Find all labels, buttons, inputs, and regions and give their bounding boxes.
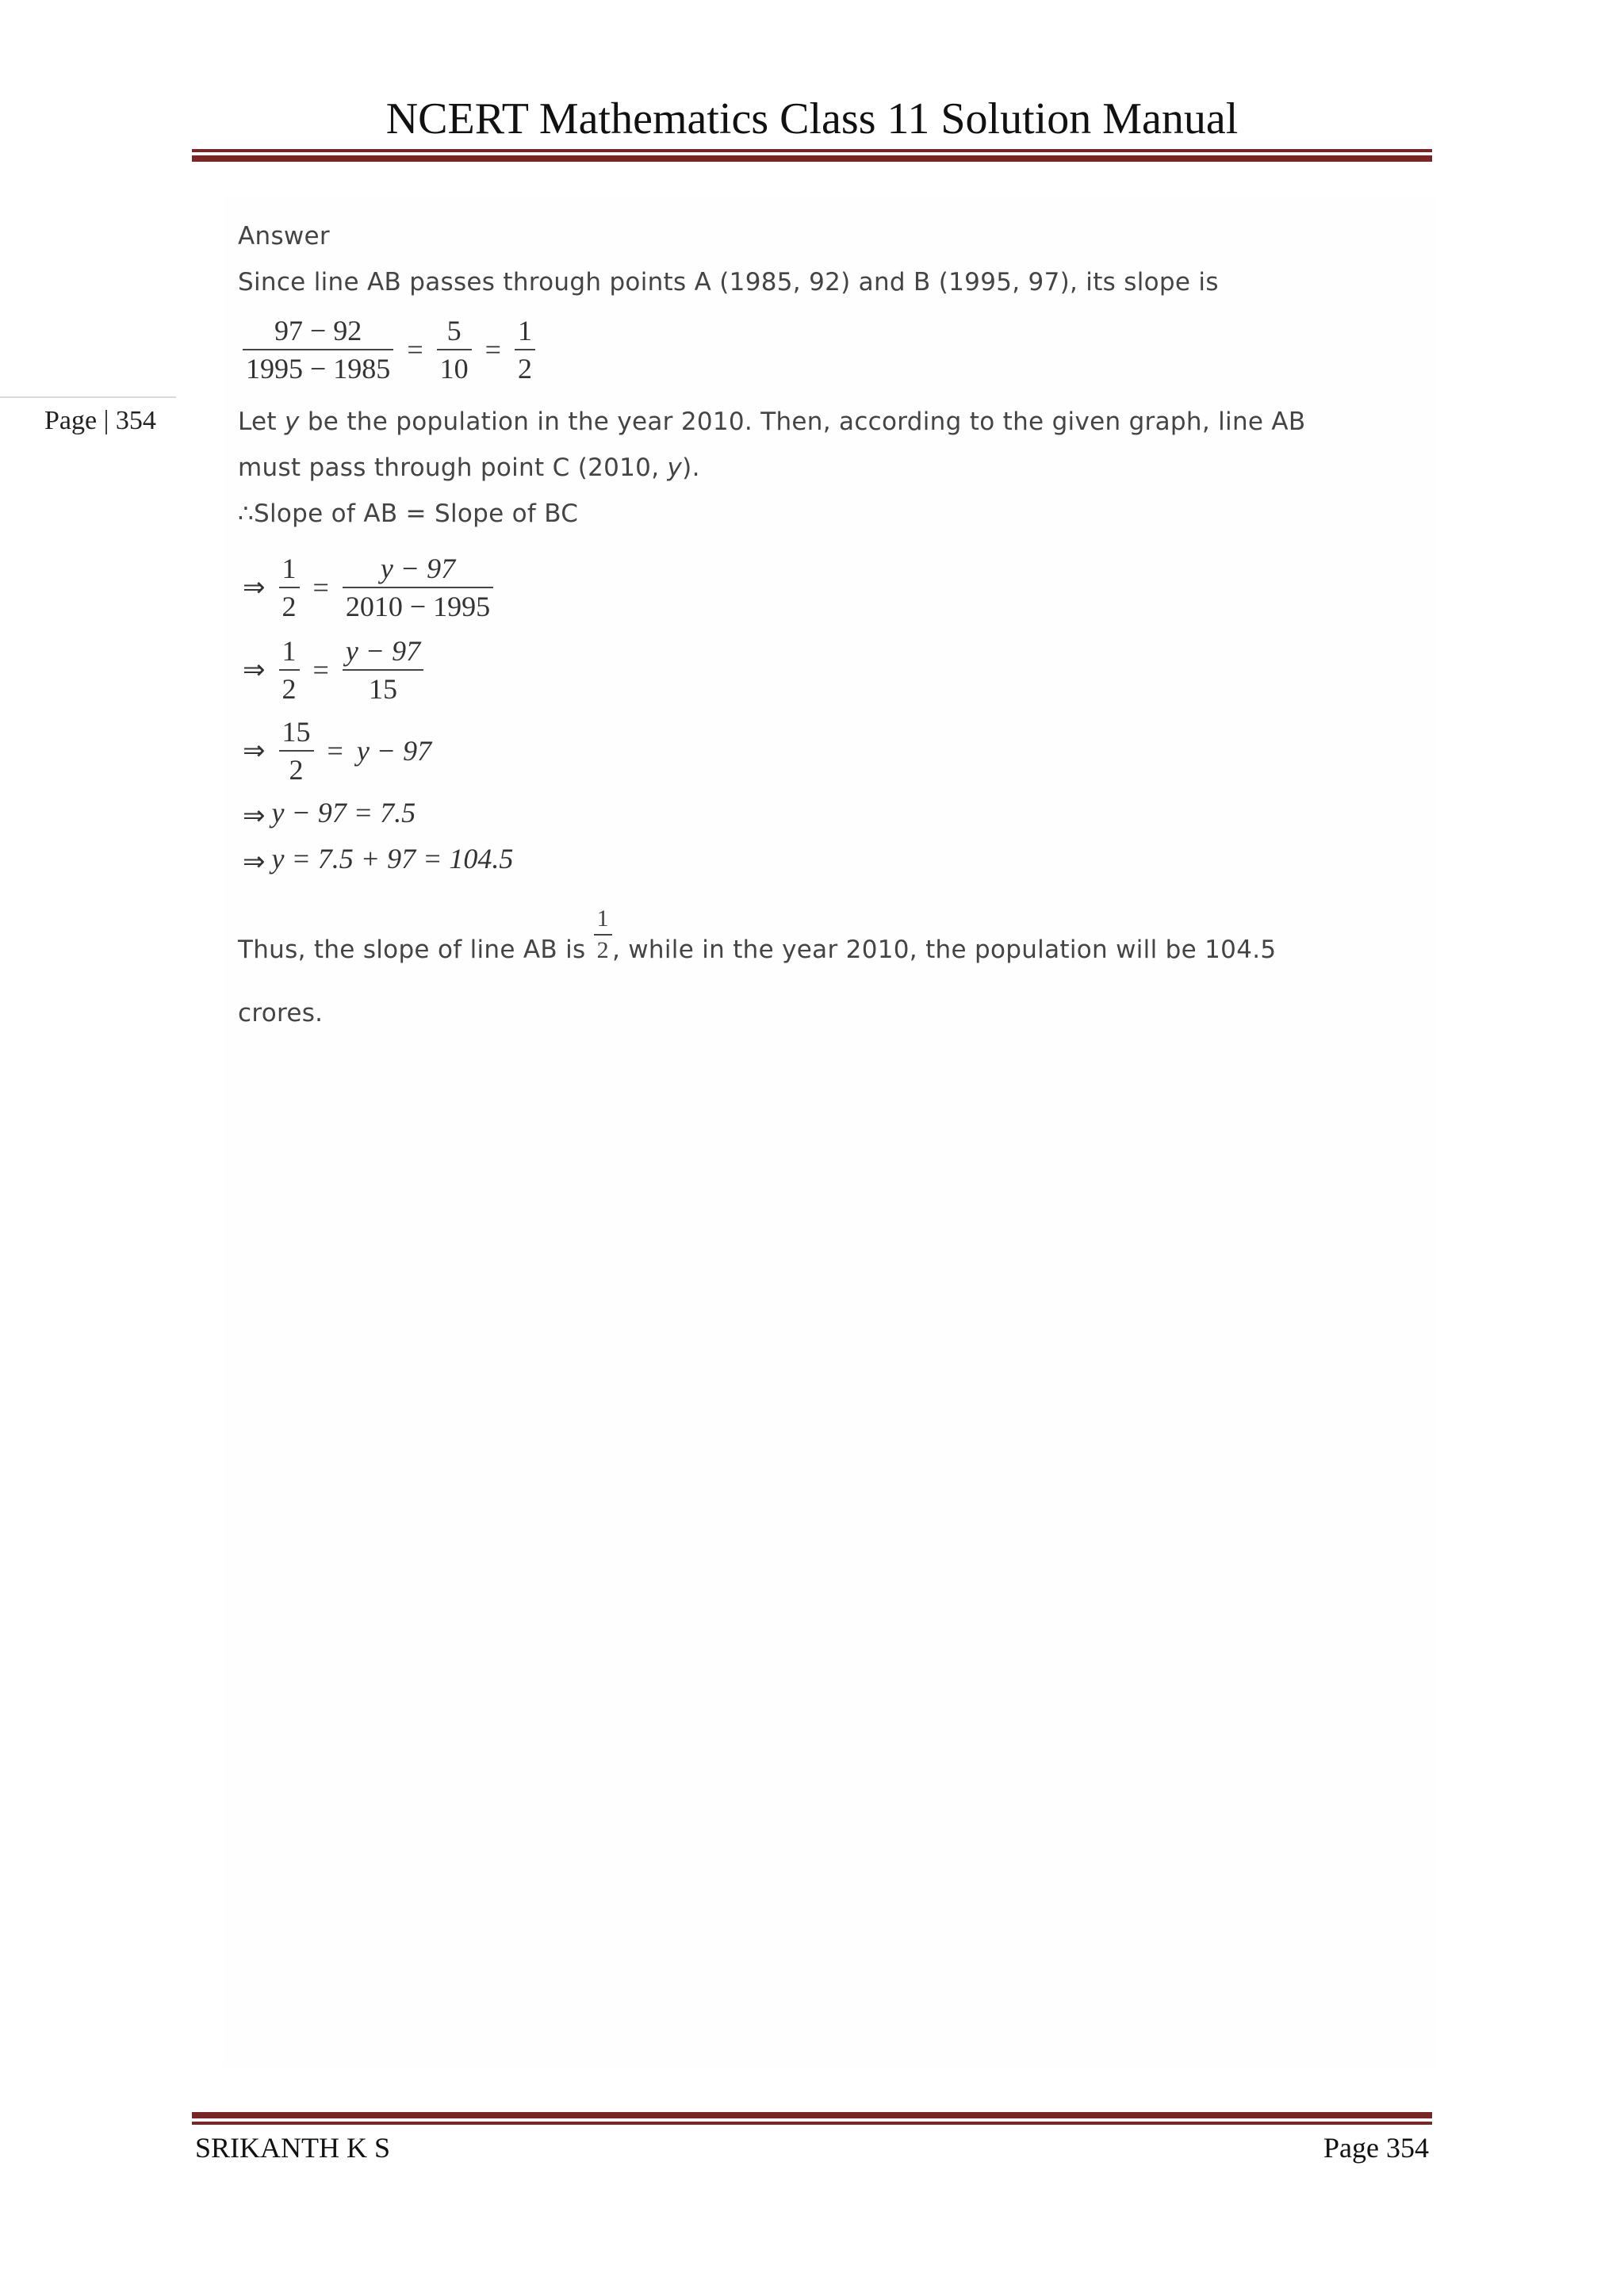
step-2: ⇒ $\frac{1}{2}$ = $\frac{y - 97}{15}$ bbox=[243, 634, 423, 706]
step-5: ⇒ y = 7.5 + 97 = 104.5 bbox=[243, 843, 514, 878]
step-1: ⇒ $\frac{1}{2}$ = $\frac{y - 97}{2010 - 1995}$ bbox=[243, 552, 493, 623]
footer-author: SRIKANTH K S bbox=[195, 2132, 391, 2164]
frac-den: 1995 − 1985 bbox=[246, 353, 391, 385]
step-3: ⇒ $\frac{15}{2}$ = y − 97 bbox=[243, 716, 432, 786]
footer-rule-thin bbox=[192, 2122, 1432, 2125]
side-divider bbox=[0, 396, 176, 398]
frac-num: 97 − 92 bbox=[243, 314, 393, 350]
frac-num: 5 bbox=[437, 314, 472, 350]
frac-den: 10 bbox=[439, 353, 469, 385]
footer-page-number: Page 354 bbox=[1323, 2132, 1429, 2164]
conclusion-line-1: Thus, the slope of line AB is $\frac{1}{2}$ , while in the year 2010, the population will be 104.5 bbox=[238, 905, 1277, 964]
step-4: ⇒ y − 97 = 7.5 bbox=[243, 797, 416, 832]
frac-num: 1 bbox=[515, 314, 535, 350]
slope-calculation: $\frac{97 - 92}{1995 - 1985}$ = $\frac{5}{10}$ = $\frac{1}{2}$ bbox=[243, 314, 535, 385]
header-rule-thick bbox=[192, 155, 1432, 162]
side-page-number: Page | 354 bbox=[44, 406, 156, 435]
conclusion-line-2: crores. bbox=[238, 999, 324, 1027]
answer-line-2: Let y be the population in the year 2010. Then, according to the given graph, line AB bbox=[238, 408, 1306, 436]
answer-line-4: ∴Slope of AB = Slope of BC bbox=[238, 499, 579, 528]
answer-line-3: must pass through point C (2010, y). bbox=[238, 453, 700, 482]
answer-heading: Answer bbox=[238, 222, 330, 251]
answer-line-1: Since line AB passes through points A (1985, 92) and B (1995, 97), its slope is bbox=[238, 268, 1219, 297]
page-title: NCERT Mathematics Class 11 Solution Manual bbox=[385, 94, 1239, 144]
frac-den: 2 bbox=[517, 353, 532, 385]
header-rule-thin bbox=[192, 149, 1432, 152]
footer-rule-thick bbox=[192, 2112, 1432, 2118]
